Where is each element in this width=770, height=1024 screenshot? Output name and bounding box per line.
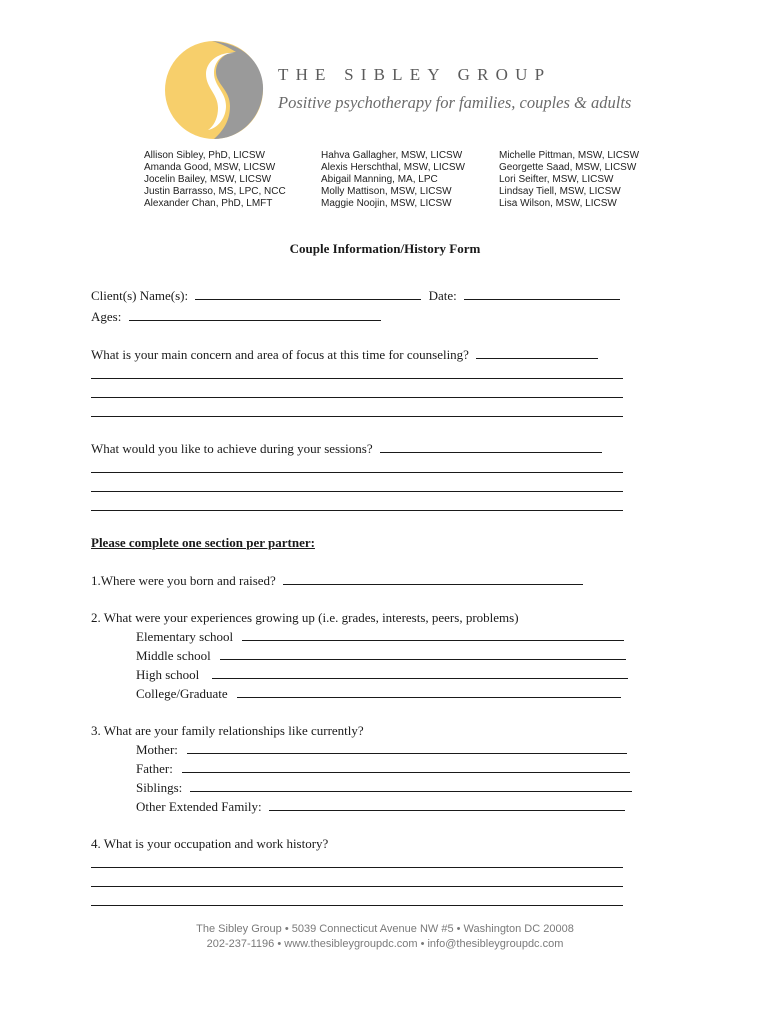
- ages-field[interactable]: [129, 309, 381, 321]
- staff-name: Molly Mattison, MSW, LICSW: [321, 186, 452, 197]
- q3-question: 3. What are your family relationships like currently?: [91, 723, 364, 738]
- staff-name: Lindsay Tiell, MSW, LICSW: [499, 186, 621, 197]
- section-heading-row: [91, 535, 315, 551]
- staff-name: Alexis Herschthal, MSW, LICSW: [321, 162, 465, 173]
- concern-answer-line[interactable]: [91, 397, 623, 398]
- achieve-question: What would you like to achieve during your sessions?: [91, 441, 373, 456]
- q1-row: [91, 573, 583, 589]
- q2-item-label: High school: [136, 667, 200, 682]
- date-label: Date:: [428, 288, 457, 303]
- q4-answer-line[interactable]: [91, 905, 623, 906]
- staff-column-3: [499, 150, 639, 210]
- q3-item-label: Other Extended Family:: [136, 799, 262, 814]
- q3-item-label: Siblings:: [136, 780, 183, 795]
- clients-label: Client(s) Name(s):: [91, 288, 189, 303]
- brand-name: THE SIBLEY GROUP: [278, 65, 552, 84]
- q4-question: 4. What is your occupation and work history?: [91, 836, 329, 851]
- footer: [0, 922, 770, 952]
- concern-question: What is your main concern and area of focus at this time for counseling?: [91, 347, 469, 362]
- staff-column-2: [321, 150, 465, 210]
- staff-name: Georgette Saad, MSW, LICSW: [499, 162, 637, 173]
- q3-item-label: Mother:: [136, 742, 178, 757]
- achieve-answer-line[interactable]: [91, 510, 623, 511]
- mother-field[interactable]: [187, 742, 627, 754]
- staff-name: Allison Sibley, PhD, LICSW: [144, 150, 265, 161]
- q2-item-row: [136, 648, 626, 664]
- q2-row: [91, 610, 519, 626]
- extended-family-field[interactable]: [269, 799, 625, 811]
- staff-name: Hahva Gallagher, MSW, LICSW: [321, 150, 463, 161]
- footer-contact: 202-237-1196 • www.thesibleygroupdc.com • info@thesibleygroupdc.com: [206, 938, 564, 950]
- q2-item-row: [136, 686, 621, 702]
- q2-question: 2. What were your experiences growing up (i.e. grades, interests, peers, problems): [91, 610, 519, 625]
- q2-item-label: Middle school: [136, 648, 211, 663]
- high-school-field[interactable]: [212, 667, 628, 679]
- staff-name: Abigail Manning, MA, LPC: [321, 174, 438, 185]
- q4-row: [91, 836, 328, 852]
- staff-name: Lori Seifter, MSW, LICSW: [499, 174, 614, 185]
- staff-name: Alexander Chan, PhD, LMFT: [144, 198, 273, 209]
- staff-column-1: [144, 150, 286, 210]
- form-title: Couple Information/History Form: [289, 241, 481, 256]
- q3-item-row: [136, 780, 632, 796]
- college-graduate-field[interactable]: [237, 686, 621, 698]
- achieve-answer-line[interactable]: [91, 491, 623, 492]
- clients-name-field[interactable]: [195, 288, 421, 300]
- achieve-row: [91, 441, 602, 457]
- achieve-answer-line[interactable]: [91, 472, 623, 473]
- concern-answer-line[interactable]: [91, 378, 623, 379]
- footer-address: The Sibley Group • 5039 Connecticut Avenue NW #5 • Washington DC 20008: [196, 923, 574, 935]
- q3-item-label: Father:: [136, 761, 173, 776]
- q1-question: 1.Where were you born and raised?: [91, 573, 276, 588]
- q2-item-label: College/Graduate: [136, 686, 228, 701]
- q2-item-row: [136, 667, 628, 683]
- staff-name: Michelle Pittman, MSW, LICSW: [499, 150, 640, 161]
- date-field[interactable]: [464, 288, 620, 300]
- q4-answer-line[interactable]: [91, 867, 623, 868]
- q1-field[interactable]: [283, 573, 583, 585]
- concern-field[interactable]: [476, 347, 598, 359]
- staff-name: Justin Barrasso, MS, LPC, NCC: [144, 186, 286, 197]
- ages-row: [91, 309, 381, 325]
- q3-row: [91, 723, 364, 739]
- staff-name: Amanda Good, MSW, LICSW: [144, 162, 276, 173]
- siblings-field[interactable]: [190, 780, 632, 792]
- father-field[interactable]: [182, 761, 630, 773]
- q3-item-row: [136, 799, 625, 815]
- concern-row: [91, 347, 598, 363]
- staff-name: Maggie Noojin, MSW, LICSW: [321, 198, 452, 209]
- elementary-school-field[interactable]: [242, 629, 624, 641]
- section-heading: Please complete one section per partner:: [91, 535, 315, 550]
- q4-answer-line[interactable]: [91, 886, 623, 887]
- staff-name: Jocelin Bailey, MSW, LICSW: [144, 174, 272, 185]
- tagline: Positive psychotherapy for families, couples & adults: [278, 93, 632, 112]
- staff-name: Lisa Wilson, MSW, LICSW: [499, 198, 617, 209]
- q2-item-row: [136, 629, 624, 645]
- q3-item-row: [136, 761, 630, 777]
- ages-label: Ages:: [91, 309, 122, 324]
- concern-answer-line[interactable]: [91, 416, 623, 417]
- q3-item-row: [136, 742, 627, 758]
- q2-item-label: Elementary school: [136, 629, 234, 644]
- middle-school-field[interactable]: [220, 648, 626, 660]
- clients-row: [91, 288, 620, 304]
- achieve-field[interactable]: [380, 441, 602, 453]
- sibley-logo: [164, 40, 264, 140]
